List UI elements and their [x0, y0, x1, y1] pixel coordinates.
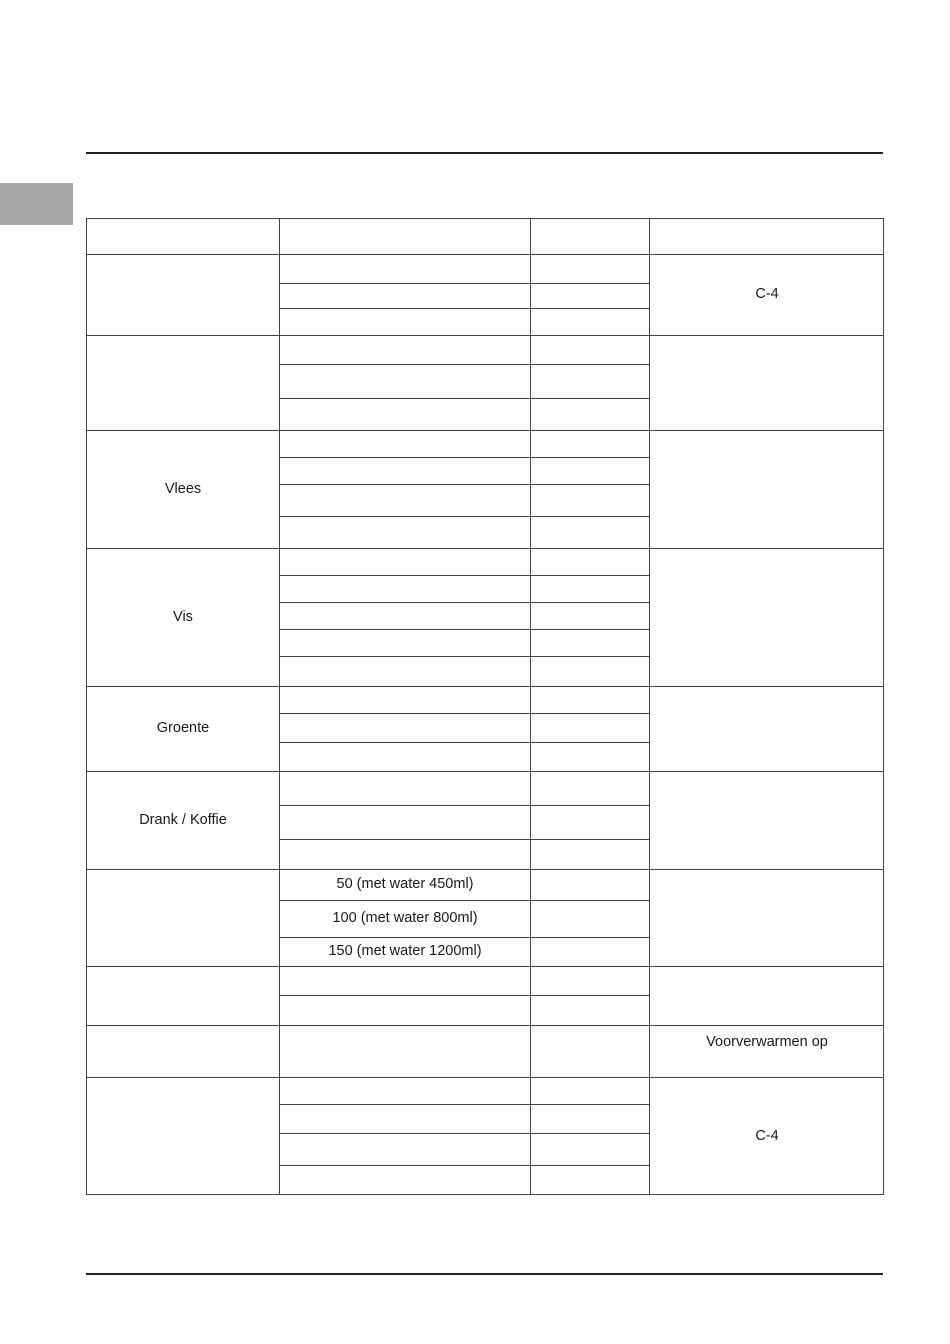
quantity-cell [279, 713, 530, 742]
setting-cell [530, 995, 649, 1025]
section-tab-marker [0, 183, 73, 225]
category-cell [86, 335, 279, 430]
quantity-cell: 50 (met water 450ml) [279, 869, 530, 900]
setting-cell [530, 335, 649, 364]
setting-cell [530, 398, 649, 430]
quantity-cell [279, 839, 530, 869]
setting-cell [530, 1104, 649, 1133]
note-cell [649, 686, 884, 771]
setting-cell [530, 900, 649, 937]
quantity-cell [279, 430, 530, 457]
setting-cell [530, 457, 649, 484]
setting-cell [530, 686, 649, 713]
note-cell [649, 966, 884, 1025]
quantity-cell [279, 308, 530, 335]
quantity-cell [279, 516, 530, 548]
quantity-cell [279, 656, 530, 686]
note-cell [649, 548, 884, 686]
category-cell [86, 1077, 279, 1195]
table-header-cell [649, 218, 884, 254]
setting-cell [530, 742, 649, 771]
setting-cell [530, 602, 649, 629]
setting-cell [530, 254, 649, 283]
category-cell: Groente [86, 686, 279, 771]
category-cell: Drank / Koffie [86, 771, 279, 869]
setting-cell [530, 516, 649, 548]
table-header-cell [279, 218, 530, 254]
category-cell [86, 1025, 279, 1077]
note-cell [649, 430, 884, 548]
quantity-cell [279, 805, 530, 839]
setting-cell [530, 1077, 649, 1104]
setting-cell [530, 771, 649, 805]
quantity-cell [279, 995, 530, 1025]
quantity-cell [279, 1133, 530, 1165]
quantity-cell [279, 602, 530, 629]
category-cell [86, 869, 279, 966]
quantity-cell [279, 548, 530, 575]
note-cell [649, 335, 884, 430]
quantity-cell [279, 254, 530, 283]
note-cell: C-4 [649, 254, 884, 335]
footer-rule [86, 1273, 883, 1275]
quantity-cell [279, 398, 530, 430]
quantity-cell [279, 966, 530, 995]
category-cell: Vlees [86, 430, 279, 548]
note-cell [649, 771, 884, 869]
setting-cell [530, 308, 649, 335]
quantity-cell [279, 457, 530, 484]
category-cell [86, 966, 279, 1025]
setting-cell [530, 1025, 649, 1077]
setting-cell [530, 839, 649, 869]
quantity-cell [279, 1077, 530, 1104]
quantity-cell [279, 484, 530, 516]
note-cell [649, 869, 884, 966]
category-cell [86, 254, 279, 335]
setting-cell [530, 805, 649, 839]
table-header-cell [86, 218, 279, 254]
setting-cell [530, 1133, 649, 1165]
setting-cell [530, 484, 649, 516]
setting-cell [530, 283, 649, 308]
quantity-cell [279, 335, 530, 364]
note-cell: C-4 [649, 1077, 884, 1195]
quantity-cell: 100 (met water 800ml) [279, 900, 530, 937]
setting-cell [530, 575, 649, 602]
setting-cell [530, 1165, 649, 1195]
quantity-cell [279, 364, 530, 398]
setting-cell [530, 713, 649, 742]
setting-cell [530, 869, 649, 900]
setting-cell [530, 548, 649, 575]
setting-cell [530, 937, 649, 966]
quantity-cell [279, 629, 530, 656]
quantity-cell [279, 1104, 530, 1133]
quantity-cell [279, 283, 530, 308]
setting-cell [530, 364, 649, 398]
setting-cell [530, 430, 649, 457]
quantity-cell [279, 1025, 530, 1077]
category-cell: Vis [86, 548, 279, 686]
setting-cell [530, 966, 649, 995]
quantity-cell: 150 (met water 1200ml) [279, 937, 530, 966]
setting-cell [530, 656, 649, 686]
table-header-cell [530, 218, 649, 254]
setting-cell [530, 629, 649, 656]
quantity-cell [279, 1165, 530, 1195]
quantity-cell [279, 742, 530, 771]
quantity-cell [279, 771, 530, 805]
header-rule [86, 152, 883, 154]
note-cell: Voorverwarmen op [649, 1025, 884, 1077]
quantity-cell [279, 686, 530, 713]
quantity-cell [279, 575, 530, 602]
